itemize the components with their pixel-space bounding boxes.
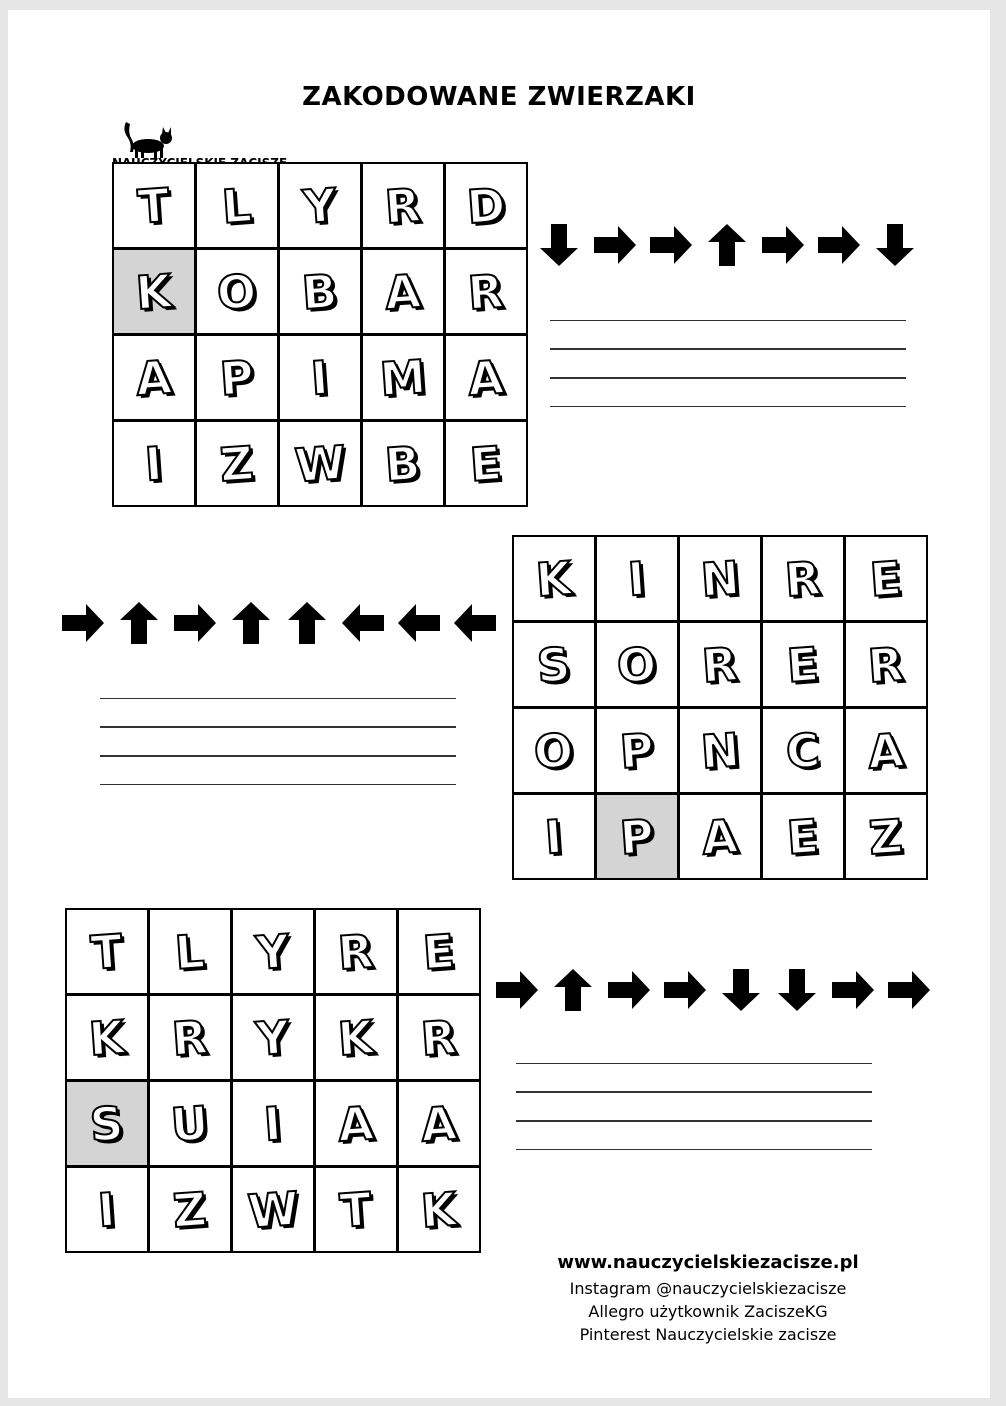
grid-cell[interactable] xyxy=(597,537,677,620)
grid-cell[interactable] xyxy=(846,623,926,706)
answer-lines-3 xyxy=(516,1063,872,1177)
grid-cell[interactable] xyxy=(280,250,360,333)
grid-cell[interactable] xyxy=(399,910,479,993)
cell-letter: Y xyxy=(301,177,339,234)
arrow-up-icon xyxy=(114,598,164,648)
cell-letter: K xyxy=(134,263,174,320)
grid-cell[interactable] xyxy=(363,422,443,505)
cell-letter: Y xyxy=(254,1009,292,1066)
cell-letter: A xyxy=(466,349,506,406)
allegro-text: Allegro użytkownik ZaciszeKG xyxy=(588,1302,828,1321)
cell-letter: N xyxy=(698,722,742,779)
arrow-right-icon xyxy=(58,598,108,648)
cell-letter: Z xyxy=(867,808,905,865)
cell-letter: W xyxy=(292,434,348,493)
cell-letter: D xyxy=(465,177,507,234)
cell-letter: I xyxy=(309,349,331,406)
cell-letter: I xyxy=(626,550,648,607)
cell-letter: T xyxy=(89,923,125,980)
grid-cell[interactable] xyxy=(316,1168,396,1251)
answer-line[interactable] xyxy=(100,698,456,699)
grid-cell[interactable] xyxy=(446,422,526,505)
cell-letter: L xyxy=(220,177,254,234)
answer-line[interactable] xyxy=(100,726,456,728)
grid-cell[interactable] xyxy=(150,996,230,1079)
cell-letter: A xyxy=(700,808,740,865)
arrow-right-icon xyxy=(814,220,864,270)
grid-cell[interactable] xyxy=(514,795,594,878)
start-cell[interactable] xyxy=(597,795,677,878)
grid-cell[interactable] xyxy=(399,1082,479,1165)
arrow-right-icon xyxy=(828,965,878,1015)
cell-letter: T xyxy=(136,177,172,234)
arrow-right-icon xyxy=(758,220,808,270)
grid-cell[interactable] xyxy=(280,164,360,247)
start-cell[interactable] xyxy=(67,1082,147,1165)
grid-cell[interactable] xyxy=(514,709,594,792)
cell-letter: I xyxy=(262,1095,284,1152)
answer-line[interactable] xyxy=(550,406,906,407)
cell-letter: W xyxy=(245,1180,301,1239)
cell-letter: R xyxy=(783,550,823,607)
cell-letter: O xyxy=(215,263,259,320)
answer-line[interactable] xyxy=(550,348,906,350)
grid-cell[interactable] xyxy=(114,336,194,419)
grid-cell[interactable] xyxy=(363,250,443,333)
cell-letter: I xyxy=(543,808,565,865)
arrow-sequence-1 xyxy=(534,220,920,270)
arrow-right-icon xyxy=(170,598,220,648)
cell-letter: A xyxy=(419,1095,459,1152)
arrow-right-icon xyxy=(884,965,934,1015)
grid-cell[interactable] xyxy=(197,422,277,505)
grid-cell[interactable] xyxy=(114,422,194,505)
grid-cell[interactable] xyxy=(363,164,443,247)
cell-letter: C xyxy=(784,722,822,779)
grid-cell[interactable] xyxy=(446,336,526,419)
cell-letter: P xyxy=(618,808,656,865)
grid-cell[interactable] xyxy=(597,709,677,792)
cell-letter: R xyxy=(336,923,376,980)
letter-grid-3 xyxy=(65,908,481,1253)
answer-line[interactable] xyxy=(550,377,906,379)
brand-logo xyxy=(112,118,332,168)
grid-cell[interactable] xyxy=(233,1082,313,1165)
grid-cell[interactable] xyxy=(763,709,843,792)
start-cell[interactable] xyxy=(114,250,194,333)
arrow-right-icon xyxy=(604,965,654,1015)
cell-letter: L xyxy=(173,923,207,980)
grid-cell[interactable] xyxy=(680,537,760,620)
instagram-text: Instagram @nauczycielskiezacisze xyxy=(569,1279,847,1298)
cell-letter: A xyxy=(134,349,174,406)
pinterest-text: Pinterest Nauczycielskie zacisze xyxy=(579,1325,837,1344)
website-link[interactable]: www.nauczycielskiezacisze.pl xyxy=(557,1252,859,1273)
cell-letter: R xyxy=(383,177,423,234)
grid-cell[interactable] xyxy=(233,1168,313,1251)
grid-cell[interactable] xyxy=(67,1168,147,1251)
grid-cell[interactable] xyxy=(150,1082,230,1165)
grid-cell[interactable] xyxy=(67,996,147,1079)
arrow-left-icon xyxy=(338,598,388,648)
worksheet-page xyxy=(8,10,990,1398)
cell-letter: K xyxy=(534,550,574,607)
cell-letter: K xyxy=(87,1009,127,1066)
grid-cell[interactable] xyxy=(233,996,313,1079)
grid-cell[interactable] xyxy=(150,1168,230,1251)
letter-grid-2 xyxy=(512,535,928,880)
arrow-down-icon xyxy=(772,965,822,1015)
grid-cell[interactable] xyxy=(446,164,526,247)
grid-cell[interactable] xyxy=(680,709,760,792)
answer-line[interactable] xyxy=(516,1063,872,1064)
letter-grid-1 xyxy=(112,162,528,507)
cell-letter: S xyxy=(535,636,573,693)
grid-cell[interactable] xyxy=(597,623,677,706)
grid-cell[interactable] xyxy=(150,910,230,993)
cell-letter: K xyxy=(336,1009,376,1066)
cell-letter: E xyxy=(468,435,504,492)
grid-cell[interactable] xyxy=(846,709,926,792)
grid-cell[interactable] xyxy=(280,336,360,419)
grid-cell[interactable] xyxy=(363,336,443,419)
cell-letter: E xyxy=(785,636,821,693)
cell-letter: B xyxy=(300,263,340,320)
page-title: ZAKODOWANE ZWIERZAKI xyxy=(302,82,696,112)
grid-cell[interactable] xyxy=(763,623,843,706)
cell-letter: B xyxy=(383,435,423,492)
cell-letter: A xyxy=(383,263,423,320)
answer-line[interactable] xyxy=(516,1120,872,1122)
arrow-down-icon xyxy=(534,220,584,270)
arrow-up-icon xyxy=(282,598,332,648)
cell-letter: O xyxy=(532,722,576,779)
cell-letter: U xyxy=(169,1095,211,1152)
grid-cell[interactable] xyxy=(280,422,360,505)
answer-line[interactable] xyxy=(550,320,906,321)
arrow-down-icon xyxy=(716,965,766,1015)
cell-letter: R xyxy=(170,1009,210,1066)
arrow-right-icon xyxy=(646,220,696,270)
cell-letter: E xyxy=(868,550,904,607)
cell-letter: Z xyxy=(171,1181,209,1238)
cell-letter: P xyxy=(618,722,656,779)
arrow-sequence-2 xyxy=(58,598,500,648)
cell-letter: R xyxy=(466,263,506,320)
cell-letter: E xyxy=(785,808,821,865)
cell-letter: A xyxy=(336,1095,376,1152)
grid-cell[interactable] xyxy=(316,910,396,993)
arrow-right-icon xyxy=(590,220,640,270)
cell-letter: M xyxy=(378,348,428,407)
cell-letter: K xyxy=(419,1181,459,1238)
grid-cell[interactable] xyxy=(763,537,843,620)
grid-cell[interactable] xyxy=(316,996,396,1079)
grid-cell[interactable] xyxy=(680,795,760,878)
answer-lines-1 xyxy=(550,320,906,434)
arrow-right-icon xyxy=(660,965,710,1015)
cell-letter: O xyxy=(615,636,659,693)
answer-line[interactable] xyxy=(516,1091,872,1093)
cell-letter: R xyxy=(700,636,740,693)
arrow-right-icon xyxy=(492,965,542,1015)
grid-cell[interactable] xyxy=(514,623,594,706)
cell-letter: N xyxy=(698,550,742,607)
cell-letter: Y xyxy=(254,923,292,980)
cell-letter: Z xyxy=(218,435,256,492)
grid-cell[interactable] xyxy=(197,336,277,419)
grid-cell[interactable] xyxy=(680,623,760,706)
grid-cell[interactable] xyxy=(399,1168,479,1251)
cat-icon xyxy=(118,118,178,158)
cell-letter: I xyxy=(143,435,165,492)
arrow-up-icon xyxy=(548,965,598,1015)
grid-cell[interactable] xyxy=(67,910,147,993)
grid-cell[interactable] xyxy=(316,1082,396,1165)
arrow-left-icon xyxy=(450,598,500,648)
answer-line[interactable] xyxy=(100,784,456,785)
cell-letter: P xyxy=(218,349,256,406)
arrow-up-icon xyxy=(226,598,276,648)
grid-cell[interactable] xyxy=(446,250,526,333)
grid-cell[interactable] xyxy=(233,910,313,993)
cell-letter: R xyxy=(866,636,906,693)
grid-cell[interactable] xyxy=(763,795,843,878)
arrow-left-icon xyxy=(394,598,444,648)
arrow-sequence-3 xyxy=(492,965,934,1015)
cell-letter: T xyxy=(338,1181,374,1238)
cell-letter: A xyxy=(866,722,906,779)
footer xyxy=(488,1252,928,1346)
grid-cell[interactable] xyxy=(514,537,594,620)
cell-letter: I xyxy=(96,1181,118,1238)
arrow-down-icon xyxy=(870,220,920,270)
cell-letter: E xyxy=(421,923,457,980)
answer-lines-2 xyxy=(100,698,456,812)
grid-cell[interactable] xyxy=(846,795,926,878)
grid-cell[interactable] xyxy=(846,537,926,620)
cell-letter: S xyxy=(88,1095,126,1152)
answer-line[interactable] xyxy=(100,755,456,757)
arrow-up-icon xyxy=(702,220,752,270)
grid-cell[interactable] xyxy=(197,250,277,333)
grid-cell[interactable] xyxy=(114,164,194,247)
answer-line[interactable] xyxy=(516,1149,872,1150)
grid-cell[interactable] xyxy=(399,996,479,1079)
grid-cell[interactable] xyxy=(197,164,277,247)
cell-letter: R xyxy=(419,1009,459,1066)
